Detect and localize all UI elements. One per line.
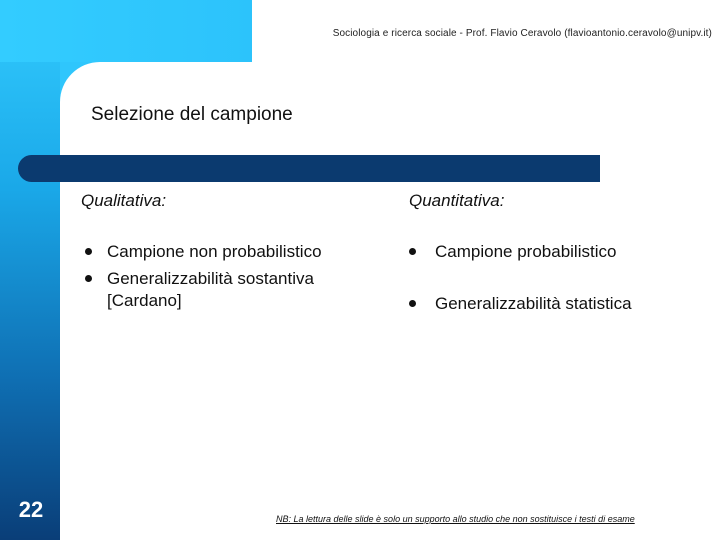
bullet-icon: [409, 300, 416, 307]
slide-number: 22: [18, 497, 44, 522]
title-divider-bar: [18, 155, 600, 182]
left-item-2: Generalizzabilità sostantiva: [107, 269, 314, 288]
left-item-2-citation: [Cardano]: [107, 291, 182, 310]
header-text: Sociologia e ricerca sociale - Prof. Flavio Ceravolo (flavioantonio.ceravolo@unipv.it): [332, 28, 712, 39]
left-column-heading: Qualitativa:: [81, 191, 167, 210]
left-item-1: Campione non probabilistico: [107, 242, 322, 261]
right-item-2: Generalizzabilità statistica: [435, 294, 632, 313]
slide-title: Selezione del campione: [91, 104, 293, 125]
footnote: NB: La lettura delle slide è solo un supporto allo studio che non sostituisce i testi di esame: [276, 514, 635, 524]
bullet-icon: [85, 248, 92, 255]
right-column-heading: Quantitativa:: [409, 191, 505, 210]
corner-curve: [60, 62, 100, 102]
bullet-icon: [85, 275, 92, 282]
right-item-1: Campione probabilistico: [435, 242, 617, 261]
left-gradient-bar: [0, 0, 60, 540]
top-gradient-band: [0, 0, 252, 62]
bullet-icon: [409, 248, 416, 255]
